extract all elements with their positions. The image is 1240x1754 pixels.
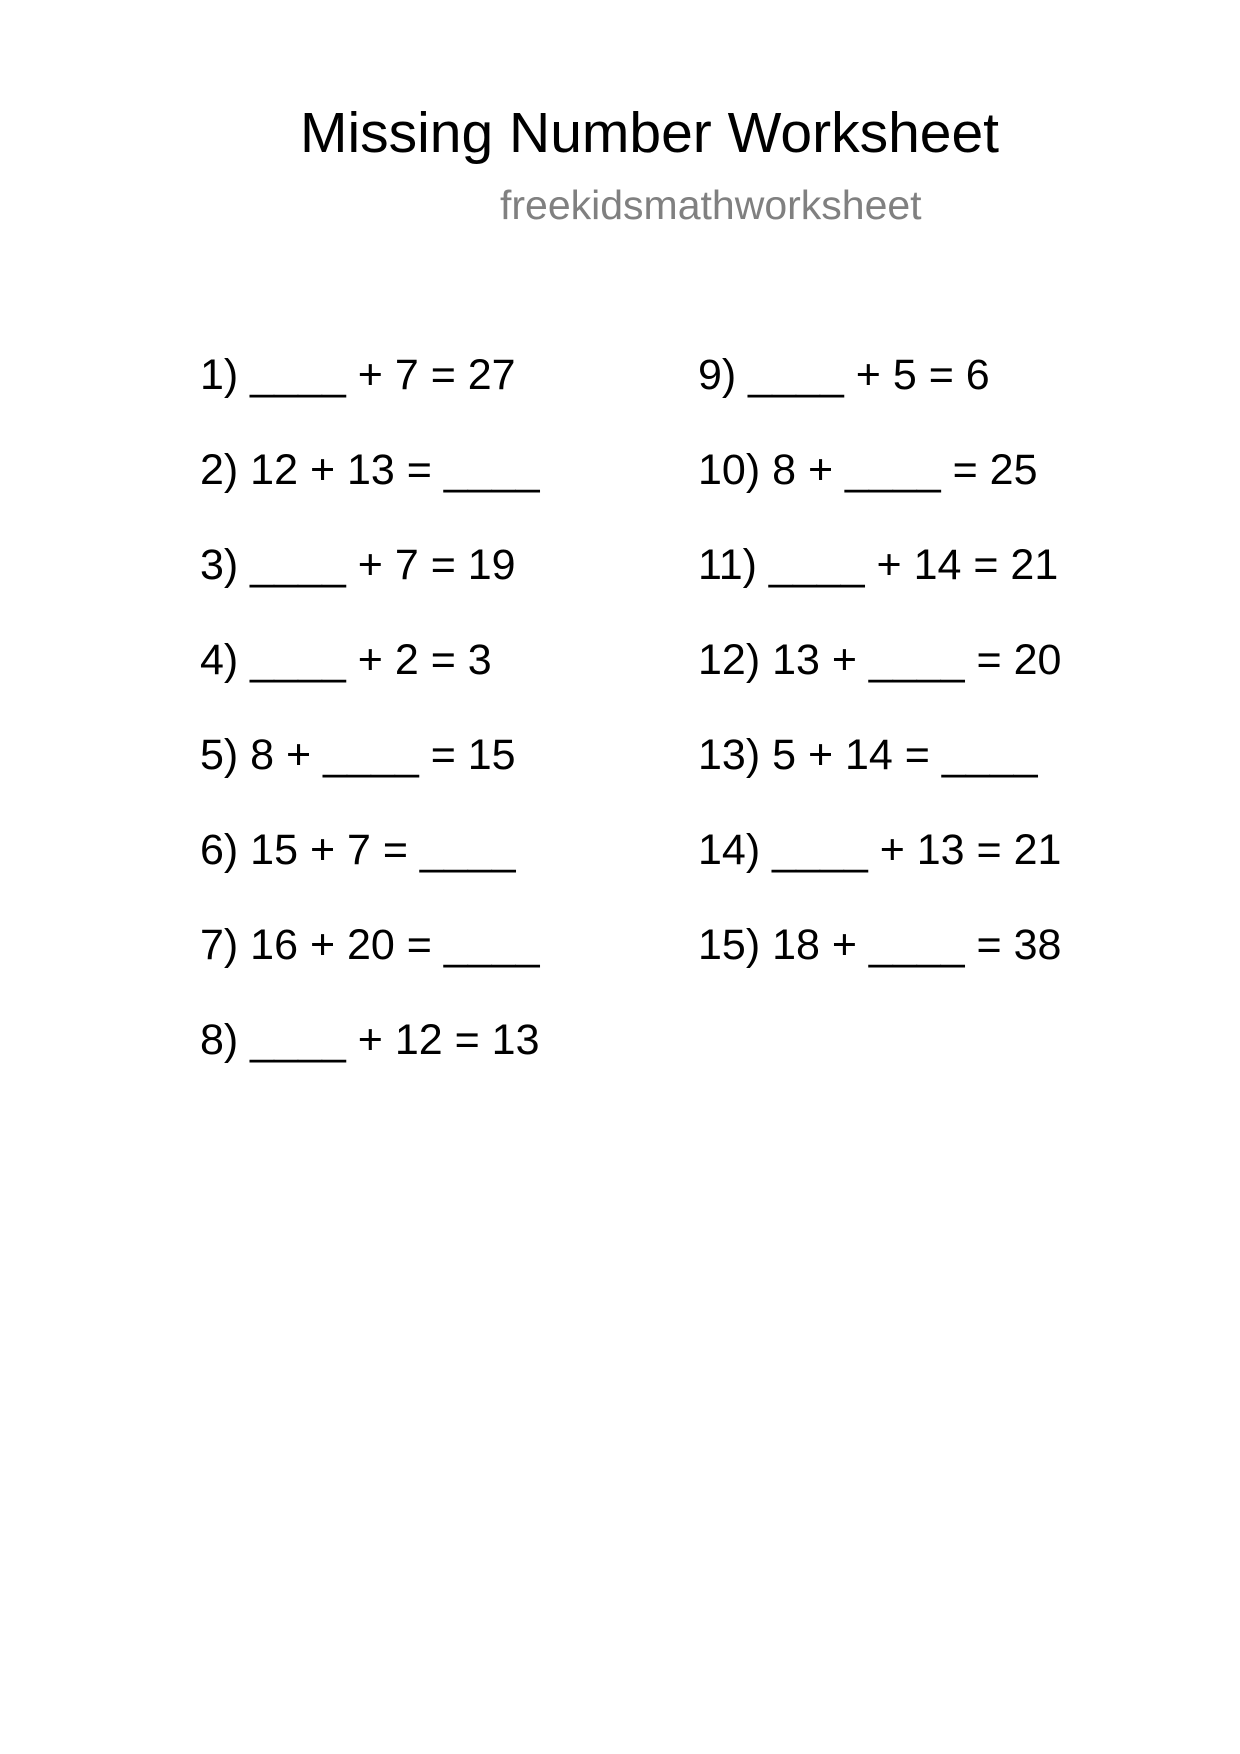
problem-13: 13) 5 + 14 = ____	[698, 731, 1038, 779]
problem-10: 10) 8 + ____ = 25	[698, 446, 1038, 494]
problem-4: 4) ____ + 2 = 3	[200, 636, 492, 684]
problem-8: 8) ____ + 12 = 13	[200, 1016, 540, 1064]
problem-15: 15) 18 + ____ = 38	[698, 921, 1062, 969]
problem-14: 14) ____ + 13 = 21	[698, 826, 1062, 874]
worksheet-subtitle: freekidsmathworksheet	[500, 182, 922, 228]
problem-3: 3) ____ + 7 = 19	[200, 541, 516, 589]
problem-column-left	[200, 349, 680, 1109]
problem-12: 12) 13 + ____ = 20	[698, 636, 1062, 684]
problem-1: 1) ____ + 7 = 27	[200, 351, 516, 399]
problem-11: 11) ____ + 14 = 21	[698, 541, 1059, 589]
problem-5: 5) 8 + ____ = 15	[200, 731, 516, 779]
problem-7: 7) 16 + 20 = ____	[200, 921, 540, 969]
worksheet-title: Missing Number Worksheet	[300, 101, 1000, 165]
problem-2: 2) 12 + 13 = ____	[200, 446, 540, 494]
problem-6: 6) 15 + 7 = ____	[200, 826, 516, 874]
problem-9: 9) ____ + 5 = 6	[698, 351, 990, 399]
problem-column-right	[698, 349, 1178, 1014]
